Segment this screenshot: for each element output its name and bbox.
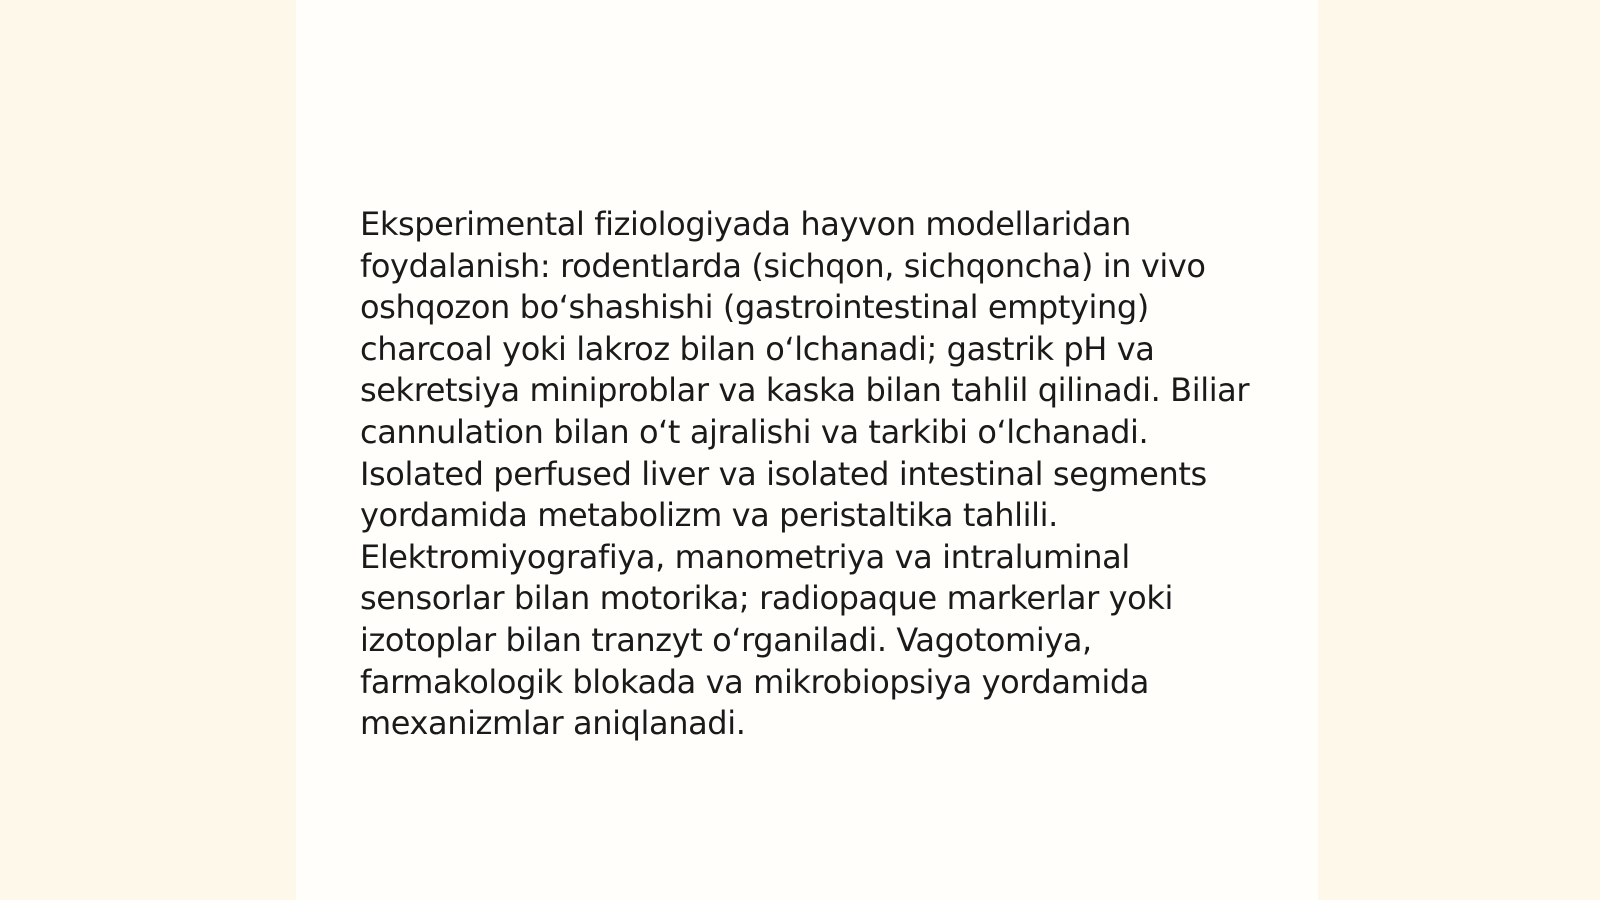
body-paragraph: Eksperimental fiziologiyada hayvon modellaridan foydalanish: rodentlarda (sichqon, sichqoncha) in vivo oshqozon bo‘shashishi (gastrointestinal emptying) charcoal yoki lakroz bilan o‘lchanadi; gastrik pH va sekretsiya miniproblar va kaska bilan tahlil qilinadi. Biliar cannulation bilan o‘t ajralishi va tarkibi o‘lchanadi. Isolated perfused liver va isolated intestinal segments yordamida metabolizm va peristaltika tahlili. Elektromiyografiya, manometriya va intraluminal sensorlar bilan motorika; radiopaque markerlar yoki izotoplar bilan tranzyt o‘rganiladi. Vagotomiya, farmakologik blokada va mikrobiopsiya yordamida mexanizmlar aniqlanadi. bbox=[360, 205, 1250, 743]
document-page bbox=[296, 0, 1318, 900]
